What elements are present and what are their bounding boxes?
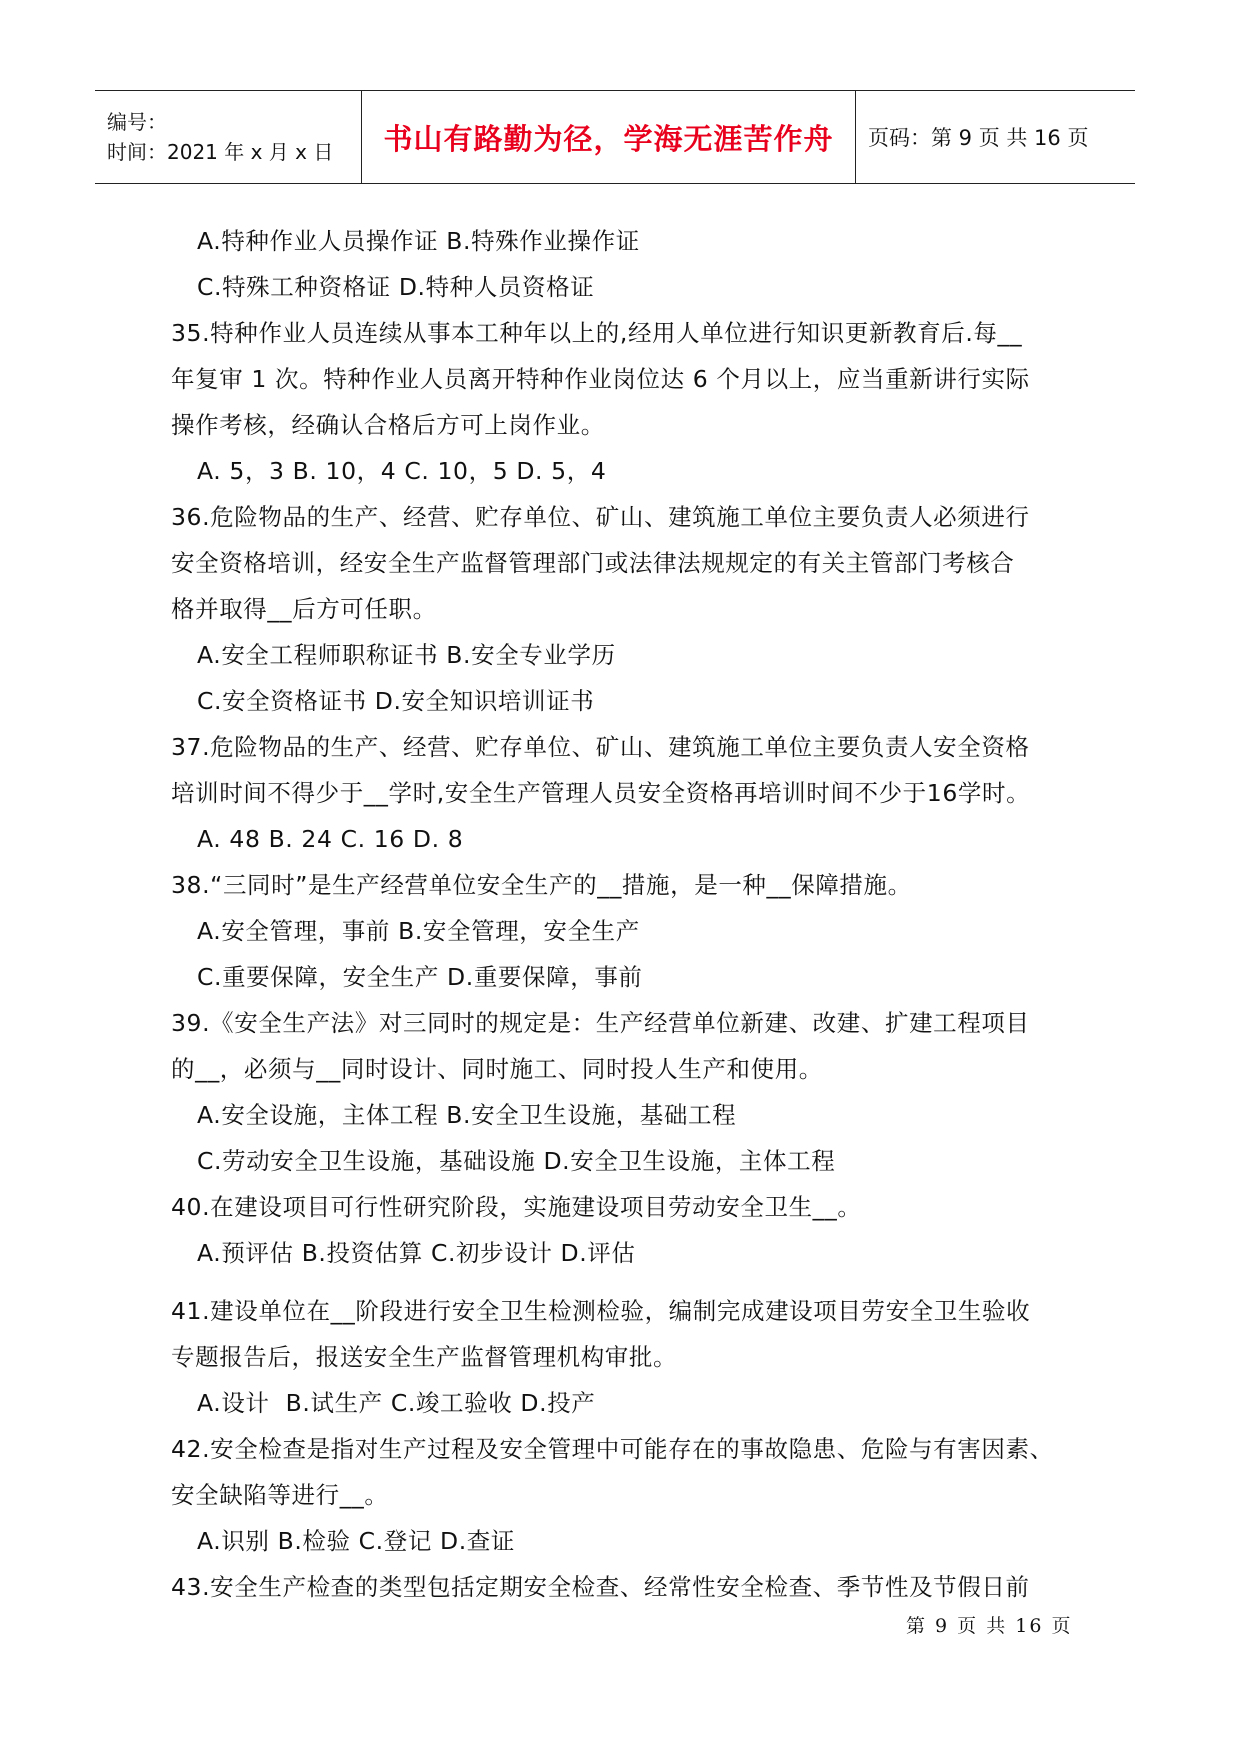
question-text-line: 操作考核，经确认合格后方可上岗作业。 [171,411,605,439]
question-text-line: 的__，必须与__同时设计、同时施工、同时投人生产和使用。 [171,1055,823,1083]
question-text-line: 37.危险物品的生产、经营、贮存单位、矿山、建筑施工单位主要负责人安全资格 [171,733,1030,761]
document-time-label: 时间：2021 年 x 月 x 日 [107,140,334,164]
question-text-line: 42.安全检查是指对生产过程及安全管理中可能存在的事故隐患、危险与有害因素、 [171,1435,1054,1463]
footer-page-number: 第 9 页 共 16 页 [906,1615,1073,1637]
question-text-line: 36.危险物品的生产、经营、贮存单位、矿山、建筑施工单位主要负责人必须进行 [171,503,1030,531]
paragraph-gap [171,1276,1071,1288]
question-body [171,218,1071,1610]
header-info-cell [95,91,362,183]
motto-text: 书山有路勤为径，学海无涯苦作舟 [383,121,834,156]
answer-options-line: A.识别 B.检验 C.登记 D.查证 [197,1527,515,1555]
page-header [95,90,1135,184]
question-text-line: 43.安全生产检查的类型包括定期安全检查、经常性安全检查、季节性及节假日前 [171,1573,1030,1601]
question-text-line: 39.《安全生产法》对三同时的规定是：生产经营单位新建、改建、扩建工程项目 [171,1009,1030,1037]
header-page-cell [856,91,1135,183]
answer-options-line: A.安全管理，事前 B.安全管理，安全生产 [197,917,640,945]
question-text-line: 安全资格培训，经安全生产监督管理部门或法律法规规定的有关主管部门考核合 [171,549,1015,577]
answer-options-line: A.安全设施，主体工程 B.安全卫生设施，基础工程 [197,1101,737,1129]
question-text-line: 40.在建设项目可行性研究阶段，实施建设项目劳动安全卫生__。 [171,1193,862,1221]
answer-options-line: A. 48 B. 24 C. 16 D. 8 [197,825,464,853]
question-text-line: 安全缺陷等进行__。 [171,1481,389,1509]
answer-options-line: A.设计 B.试生产 C.竣工验收 D.投产 [197,1389,596,1417]
answer-options-line: A.特种作业人员操作证 B.特殊作业操作证 [197,227,640,255]
header-motto-cell [362,91,856,183]
answer-options-line: A.安全工程师职称证书 B.安全专业学历 [197,641,616,669]
answer-options-line: C.安全资格证书 D.安全知识培训证书 [197,687,595,715]
header-page-number: 页码：第 9 页 共 16 页 [868,126,1089,150]
answer-options-line: C.劳动安全卫生设施，基础设施 D.安全卫生设施，主体工程 [197,1147,836,1175]
answer-options-line: A. 5，3 B. 10，4 C. 10，5 D. 5，4 [197,457,607,485]
document-number-label: 编号： [107,110,167,134]
question-text-line: 41.建设单位在__阶段进行安全卫生检测检验，编制完成建设项目劳安全卫生验收 [171,1297,1031,1325]
question-text-line: 专题报告后，报送安全生产监督管理机构审批。 [171,1343,678,1371]
answer-options-line: A.预评估 B.投资估算 C.初步设计 D.评估 [197,1239,636,1267]
question-text-line: 38.“三同时”是生产经营单位安全生产的__措施，是一种__保障措施。 [171,871,912,899]
question-text-line: 培训时间不得少于__学时,安全生产管理人员安全资格再培训时间不少于16学时。 [171,779,1031,807]
answer-options-line: C.特殊工种资格证 D.特种人员资格证 [197,273,595,301]
question-text-line: 格并取得__后方可任职。 [171,595,437,623]
question-text-line: 35.特种作业人员连续从事本工种年以上的,经用人单位进行知识更新教育后.每__ [171,319,1023,347]
answer-options-line: C.重要保障，安全生产 D.重要保障，事前 [197,963,643,991]
question-text-line: 年复审 1 次。特种作业人员离开特种作业岗位达 6 个月以上，应当重新讲行实际 [171,365,1030,393]
